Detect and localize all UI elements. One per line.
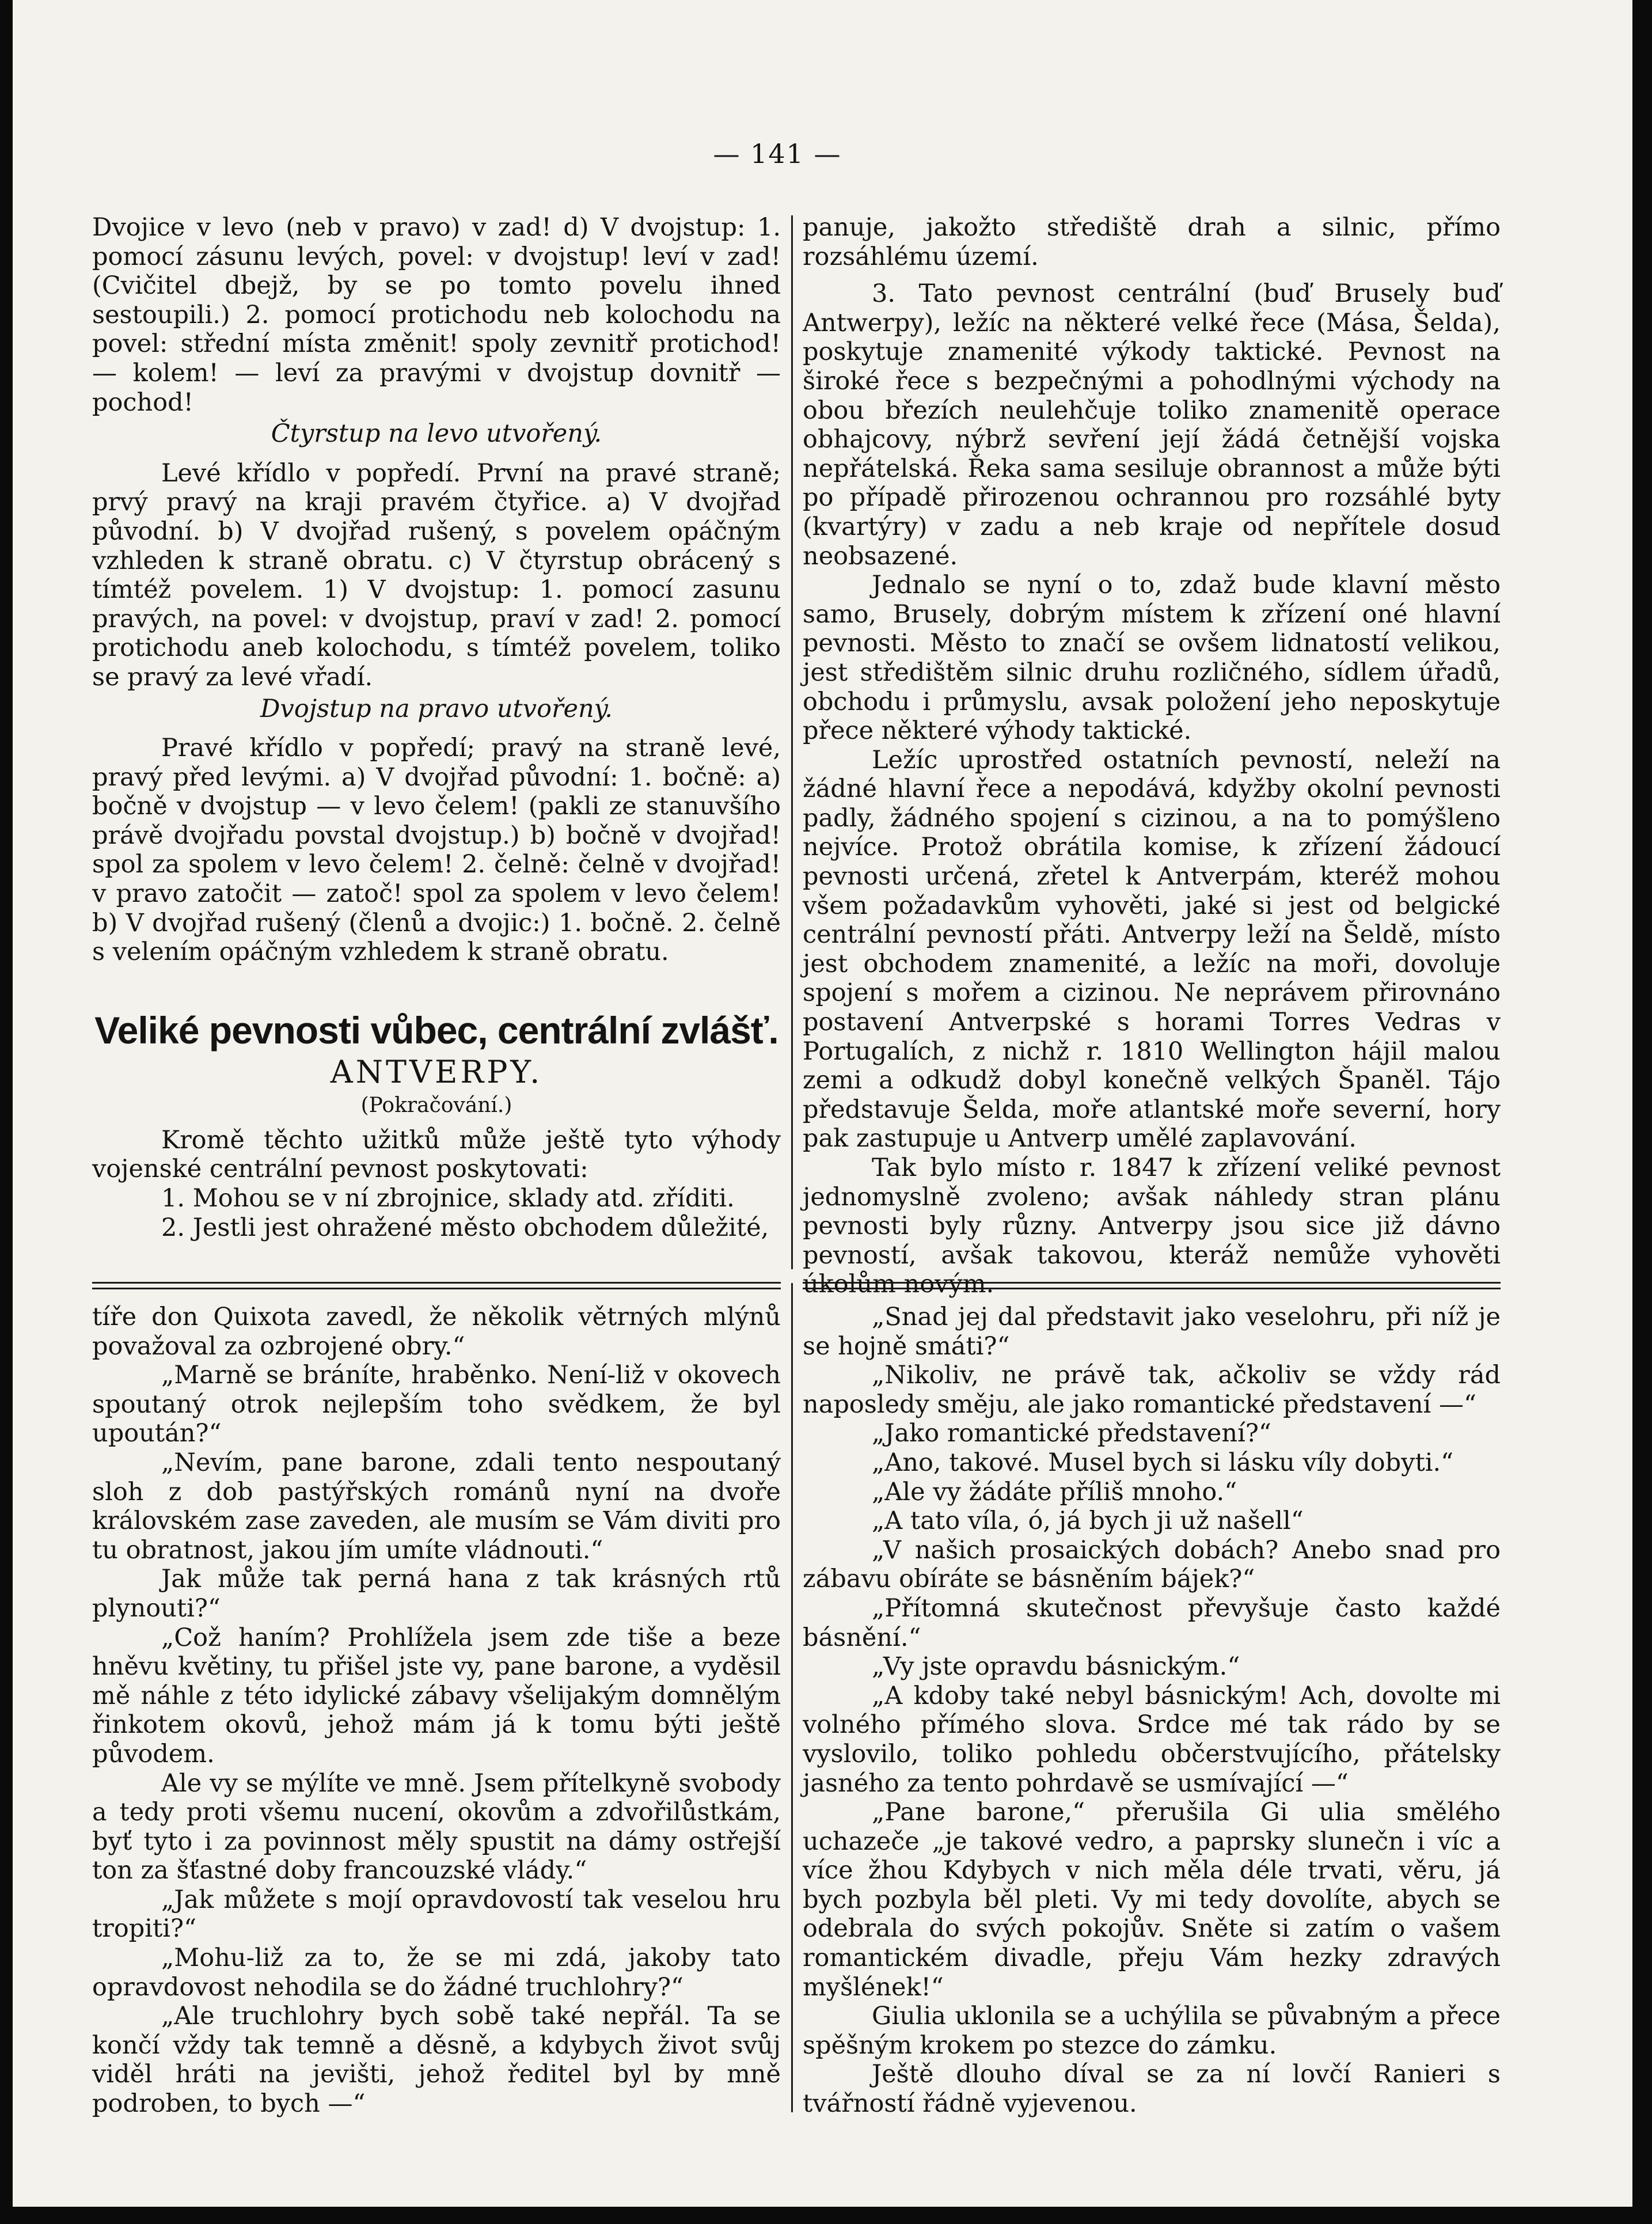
paragraph: Jednalo se nyní o to, zdaž bude klavní město samo, Brusely, dobrým místem k zřízení oné hlavní pevnosti. Město to značí se ovšem lidnatostí velikou, jest středištěm silnic druhu rozličného, sídlem úřadů, obchodu i průmyslu, avsak položení jeho neposkytuje přece některé výhody taktické. [803, 571, 1501, 746]
paragraph: 3. Tato pevnost centrální (buď Brusely buď Antwerpy), ležíc na některé velké řece (Mása, Šelda), poskytuje znamenité výkody taktické. Pevnost na široké řece s bezpečnými a pohodlnými východy na obou březích neulehčuje toliko znamenitě operace obhajcovy, nýbrž sevření její žádá četnější vojska nepřátelská. Řeka sama sesiluje obrannost a může býti po případě přirozenou ochrannou pro rozsáhlé byty (kvartýry) v zadu a neb kraje od nepřítele dosud neobsazené. [803, 279, 1501, 571]
paragraph: „Mohu-liž za to, že se mi zdá, jakoby tato opravdovost nehodila se do žádné truchlohry?“ [92, 1944, 781, 2002]
paragraph: „Přítomná skutečnost převyšuje často každé básnění.“ [803, 1593, 1501, 1652]
paragraph: „Nevím, pane barone, zdali tento nespoutaný sloh z dob pastýřských románů nyní na dvoře královském zase zaveden, ale musím se Vám diviti pro tu obratnost, jakou jím umíte vládnouti.“ [92, 1448, 781, 1565]
paragraph: Kromě těchto užitků může ještě tyto výhody vojenské centrální pevnost poskytovati: [92, 1125, 781, 1184]
column-divider-upper [791, 215, 793, 1269]
paragraph: tíře don Quixota zavedl, že několik větrných mlýnů považoval za ozbrojené obry.“ [92, 1303, 781, 1361]
column-divider-lower [791, 1283, 793, 2112]
paragraph: „Ano, takové. Musel bych si lásku víly dobyti.“ [872, 1448, 1454, 1477]
section-title: Veliké pevnosti vůbec, centrální zvlášť. [94, 1008, 778, 1052]
paragraph: „Snad jej dal představit jako veselohru, při níž je se hojně smáti?“ [803, 1303, 1501, 1361]
paragraph: „Pane barone,“ přerušila Gi ulia smělého uchazeče „je takové vedro, a paprsky slunečn i víc a více žhou Kdybych v nich měla déle trvati, věru, já bych pozbyla běl pleti. Vy mi tedy dovolíte, abych se odebrala do svých pokojův. Sněte si zatím o vašem romantickém divadle, přeju Vám hezky zdravých myšlének!“ [803, 1798, 1501, 2002]
paragraph: Ještě dlouho díval se za ní lovčí Ranieri s tvářností řádně vyjevenou. [803, 2060, 1501, 2119]
column-top-left [92, 213, 781, 1242]
paragraph: Pravé křídlo v popředí; pravý na straně levé, pravý před levými. a) V dvojřad původní: 1. bočně: a) bočně v dvojstup — v levo čelem! (pakli ze stanuvšího právě dvojřadu povstal dvojstup.) b) bočně v dvojřad! spol za spolem v levo čelem! 2. čelně: čelně v dvojřad! v pravo zatočit — zatoč! spol za spolem v levo čelem! b) V dvojřad rušený (členů a dvojic:) 1. bočně. 2. čelně s velením opáčným vzhledem k straně obratu. [92, 734, 781, 967]
paragraph: 2. Jestli jest ohražené město obchodem důležité, [161, 1213, 769, 1242]
paragraph: „Vy jste opravdu básnickým.“ [872, 1652, 1240, 1682]
paragraph: Giulia uklonila se a uchýlila se půvabným a přece spěšným krokem po stezce do zámku. [803, 2002, 1501, 2060]
paragraph: Levé křídlo v popředí. První na pravé straně; prvý pravý na kraji pravém čtyřice. a) V dvojřad původní. b) V dvojřad rušený, s povelem opáčným vzhleden k straně obratu. c) V čtyrstup obrácený s tímtéž povelem. 1) V dvojstup: 1. pomocí zasunu pravých, na povel: v dvojstup, praví v zad! 2. pomocí protichodu aneb kolochodu, s tímtéž povelem, toliko se pravý za levé vřadí. [92, 458, 781, 692]
paragraph: Jak může tak perná hana z tak krásných rtů plynouti?“ [92, 1565, 781, 1623]
paragraph: „Nikoliv, ne právě tak, ačkoliv se vždy rád naposledy směju, ale jako romantické představení —“ [803, 1361, 1501, 1419]
paragraph: „Jak můžete s mojí opravdovostí tak veselou hru tropiti?“ [92, 1885, 781, 1944]
paragraph: „Ale vy žádáte příliš mnoho.“ [872, 1477, 1237, 1506]
paragraph: 1. Mohou se v ní zbrojnice, sklady atd. zříditi. [161, 1184, 735, 1213]
feuilleton-rule-left-top [92, 1282, 781, 1284]
subheading: Čtyrstup na levo utvořený. [271, 419, 602, 449]
column-bottom-right [803, 1303, 1501, 2138]
paragraph: „A tato víla, ó, já bych ji už našell“ [872, 1506, 1304, 1536]
column-bottom-left [92, 1303, 781, 2138]
paragraph: „Jako romantické představení?“ [872, 1419, 1271, 1448]
continuation-note: (Pokračování.) [360, 1093, 512, 1117]
feuilleton-rule-left-bottom [92, 1288, 781, 1289]
paragraph: „Což haním? Prohlížela jsem zde tiše a beze hněvu květiny, tu přišel jste vy, pane barone, a vyděsil mě náhle z této idylické zábavy všelijakým domnělým řinkotem okovů, jehož mám já k tomu býti ještě původem. [92, 1623, 781, 1768]
page-number: — 141 — [713, 138, 842, 169]
paragraph: „Marně se bráníte, hraběnko. Není-liž v okovech spoutaný otrok nejlepším toho svědkem, že byl upoután?“ [92, 1361, 781, 1448]
subheading: Dvojstup na pravo utvořený. [260, 694, 613, 723]
column-top-right [803, 213, 1501, 1299]
section-subtitle: ANTVERPY. [330, 1053, 543, 1090]
paragraph: panuje, jakožto střediště drah a silnic, přímo rozsáhlému území. [803, 213, 1501, 271]
paragraph: Dvojice v levo (neb v pravo) v zad! d) V dvojstup: 1. pomocí zásunu levých, povel: v dvojstup! leví v zad! (Cvičitel dbejž, by se po tomto povelu ihned sestoupili.) 2. pomocí protichodu neb kolochodu na povel: střední místa změnit! spoly zevnitř protichod! — kolem! — leví za pravými v dvojstup dovnitř — pochod! [92, 213, 781, 417]
paragraph: „V našich prosaických dobách? Anebo snad pro zábavu obíráte se básněním bájek?“ [803, 1535, 1501, 1594]
paragraph: „Ale truchlohry bych sobě také nepřál. Ta se končí vždy tak temně a děsně, a kdybych život svůj viděl hráti na jevišti, jehož ředitel byl by mně podroben, to bych —“ [92, 2002, 781, 2119]
paragraph: Tak bylo místo r. 1847 k zřízení veliké pevnost jednomyslně zvoleno; avšak náhledy stran plánu pevnosti byly různy. Antverpy jsou sice již dávno pevností, avšak takovou, kteráž nemůže vyhověti úkolům novým. [803, 1153, 1501, 1299]
paragraph: „A kdoby také nebyl básnickým! Ach, dovolte mi volného přímého slova. Srdce mé tak rádo by se vyslovilo, toliko pohledu občerstvujícího, přátelsky jasného za tento pohrdavě se usmívající —“ [803, 1681, 1501, 1798]
paragraph: Ale vy se mýlíte ve mně. Jsem přítelkyně svobody a tedy proti všemu nucení, okovům a zdvořilůstkám, byť tyto i za povinnost měly spustit na dámy ostřejší ton za šťastné doby francouzské vlády.“ [92, 1768, 781, 1885]
paragraph: Ležíc uprostřed ostatních pevností, neleží na žádné hlavní řece a nepodává, kdyžby okolní pevnosti padly, žádného spojení s cizinou, a na to pomýšleno nejvíce. Protož obrátila komise, k zřízení žádoucí pevnosti určená, zřetel k Antverpám, kteréž mohou všem požadavkům vyhověti, jaké si jest od belgické centrální pevností přáti. Antverpy leží na Šeldě, místo jest obchodem znamenité, a ležíc na moři, dovoluje spojení s mořem a cizinou. Ne neprávem přirovnáno postavení Antverpské s horami Torres Vedras v Portugalích, z nichž r. 1810 Wellington hájil malou zemi a odkudž dobyl konečně velkých Španěl. Tájo představuje Šelda, mořе atlantské moře severní, hory pak zastupuje u Antverp umělé zaplavování. [803, 745, 1501, 1153]
